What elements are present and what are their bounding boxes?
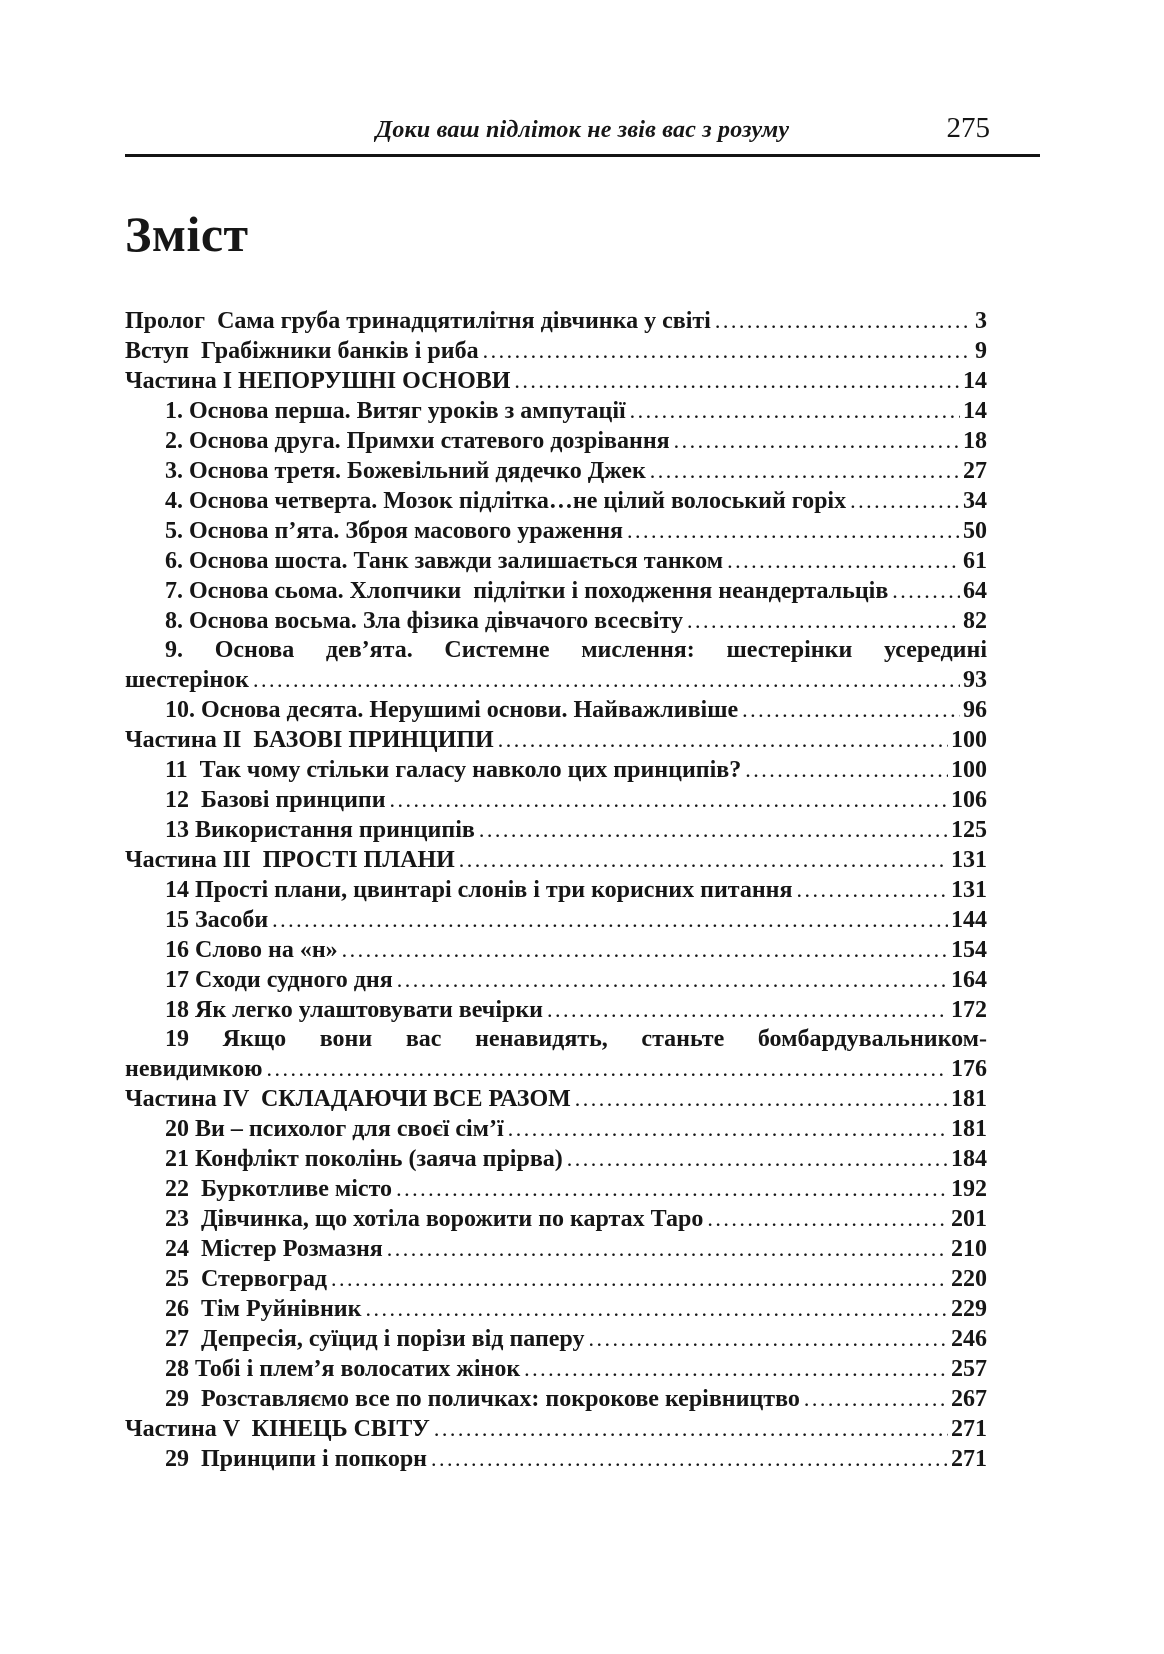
running-header — [125, 112, 1040, 145]
toc-leader-dots — [514, 366, 960, 396]
toc-entry — [125, 695, 987, 725]
toc-leader-dots — [434, 1414, 948, 1444]
toc-entry-page: 144 — [951, 907, 987, 933]
toc-entry-text: Пролог Сама груба тринадцятилітня дівчинка у світі — [125, 308, 711, 334]
toc-entry-page: 164 — [951, 967, 987, 993]
toc-leader-dots — [272, 905, 948, 935]
toc-entry-text: 6. Основа шоста. Танк завжди залишається танком — [165, 548, 724, 574]
toc-entry — [125, 845, 987, 875]
toc-entry-page: 271 — [951, 1446, 987, 1472]
toc-entry-text: Частина І НЕПОРУШНІ ОСНОВИ — [125, 368, 511, 394]
toc-entry — [125, 965, 987, 995]
toc-entry — [125, 815, 987, 845]
toc-list — [125, 306, 987, 1474]
toc-entry-page: 172 — [951, 997, 987, 1023]
toc-entry — [125, 426, 987, 456]
toc-entry-page: 18 — [963, 428, 987, 454]
toc-entry — [125, 1444, 987, 1474]
toc-leader-dots — [707, 1204, 948, 1234]
toc-leader-dots — [674, 426, 960, 456]
toc-leader-dots — [650, 456, 960, 486]
toc-entry-page: 131 — [951, 877, 987, 903]
toc-entry-text: Частина V КІНЕЦЬ СВІТУ — [125, 1416, 430, 1442]
toc-entry-text: 24 Містер Розмазня — [165, 1236, 383, 1262]
toc-entry-page: 271 — [951, 1416, 987, 1442]
toc-entry-page: 34 — [963, 488, 987, 514]
toc-leader-dots — [567, 1144, 948, 1174]
toc-entry — [125, 1264, 987, 1294]
toc-leader-dots — [479, 815, 948, 845]
toc-entry-text: 15 Засоби — [165, 907, 269, 933]
toc-entry — [125, 665, 987, 695]
toc-entry-text: Частина ІІ БАЗОВІ ПРИНЦИПИ — [125, 727, 494, 753]
toc-leader-dots — [727, 546, 960, 576]
toc-entry — [125, 546, 987, 576]
toc-entry-page: 201 — [951, 1206, 987, 1232]
toc-entry — [125, 1414, 987, 1444]
toc-leader-dots — [508, 1114, 948, 1144]
toc-entry-page: 14 — [963, 398, 987, 424]
toc-entry-text: 2. Основа друга. Примхи статевого дозрівання — [165, 428, 670, 454]
toc-entry-text: 21 Конфлікт поколінь (заяча прірва) — [165, 1146, 563, 1172]
toc-entry-page: 100 — [951, 757, 987, 783]
toc-entry-text: 12 Базові принципи — [165, 787, 386, 813]
toc-entry-text: 13 Використання принципів — [165, 817, 475, 843]
toc-entry-page: 50 — [963, 518, 987, 544]
toc-entry — [125, 1144, 987, 1174]
toc-entry-page: 9 — [975, 338, 987, 364]
toc-entry-text: 23 Дівчинка, що хотіла ворожити по картах Таро — [165, 1206, 704, 1232]
header-rule — [125, 154, 1040, 157]
toc-entry-page: 96 — [963, 697, 987, 723]
toc-entry — [125, 606, 987, 636]
toc-entry-text: 7. Основа сьома. Хлопчики підлітки і походження неандертальців — [165, 578, 889, 604]
toc-entry-page: 100 — [951, 727, 987, 753]
toc-leader-dots — [575, 1084, 948, 1114]
toc-entry — [125, 336, 987, 366]
running-title: Доки ваш підліток не звів вас з розуму — [375, 117, 790, 143]
toc-entry — [125, 306, 987, 336]
toc-entry-page: 192 — [951, 1176, 987, 1202]
page-title: Зміст — [125, 206, 249, 262]
toc-entry-text: 29 Розставляємо все по поличках: покрокове керівництво — [165, 1386, 800, 1412]
toc-leader-dots — [387, 1234, 948, 1264]
toc-entry-text: 5. Основа п’ята. Зброя масового ураження — [165, 518, 624, 544]
toc-entry — [125, 1354, 987, 1384]
toc-entry-text: 27 Депресія, суїцид і порізи від паперу — [165, 1326, 585, 1352]
toc-leader-dots — [498, 725, 948, 755]
toc-leader-dots — [547, 995, 948, 1025]
toc-entry-text: 26 Тім Руйнівник — [165, 1296, 362, 1322]
toc-leader-dots — [742, 695, 960, 725]
toc-entry — [125, 1114, 987, 1144]
toc-leader-dots — [431, 1444, 948, 1474]
toc-entry-page: 257 — [951, 1356, 987, 1382]
toc-leader-dots — [630, 396, 960, 426]
toc-entry-page: 181 — [951, 1086, 987, 1112]
toc-leader-dots — [797, 875, 949, 905]
toc-leader-dots — [396, 1174, 948, 1204]
toc-entry-text: 8. Основа восьма. Зла фізика дівчачого всесвіту — [165, 608, 684, 634]
toc-entry-page: 154 — [951, 937, 987, 963]
toc-leader-dots — [253, 665, 960, 695]
toc-leader-dots — [266, 1054, 948, 1084]
toc-entry — [125, 396, 987, 426]
toc-entry-text: 25 Стервоград — [165, 1266, 327, 1292]
toc-leader-dots — [483, 336, 972, 366]
toc-leader-dots — [342, 935, 948, 965]
toc-entry-page: 61 — [963, 548, 987, 574]
toc-entry-text: 17 Сходи судного дня — [165, 967, 393, 993]
toc-entry — [125, 1294, 987, 1324]
toc-entry — [125, 1174, 987, 1204]
toc-entry-page: 220 — [951, 1266, 987, 1292]
toc-entry — [125, 935, 987, 965]
toc-entry-page: 106 — [951, 787, 987, 813]
toc-entry — [125, 576, 987, 606]
toc-entry — [125, 785, 987, 815]
toc-entry-page: 93 — [963, 667, 987, 693]
toc-entry-page: 64 — [963, 578, 987, 604]
toc-entry-text: 4. Основа четверта. Мозок підлітка…не цілий волоський горіх — [165, 488, 847, 514]
toc-entry — [125, 1054, 987, 1084]
toc-entry-page: 176 — [951, 1056, 987, 1082]
toc-entry-page: 125 — [951, 817, 987, 843]
toc-entry-page: 131 — [951, 847, 987, 873]
toc-entry — [125, 486, 987, 516]
toc-leader-dots — [459, 845, 948, 875]
toc-leader-dots — [365, 1294, 948, 1324]
toc-entry-text: 1. Основа перша. Витяг уроків з ампутації — [165, 398, 626, 424]
toc-leader-dots — [892, 576, 960, 606]
toc-leader-dots — [745, 755, 948, 785]
toc-entry — [125, 366, 987, 396]
toc-leader-dots — [850, 486, 960, 516]
toc-entry — [125, 1084, 987, 1114]
toc-entry-text: шестерінок — [125, 667, 249, 693]
toc-entry — [125, 1234, 987, 1264]
page-number: 275 — [946, 112, 990, 144]
toc-entry — [125, 1384, 987, 1414]
toc-entry-page: 210 — [951, 1236, 987, 1262]
toc-entry-text: 16 Слово на «н» — [165, 937, 338, 963]
toc-leader-dots — [390, 785, 948, 815]
toc-leader-dots — [397, 965, 948, 995]
toc-entry — [125, 875, 987, 905]
toc-entry-page: 14 — [963, 368, 987, 394]
toc-entry-text: Частина ІІІ ПРОСТІ ПЛАНИ — [125, 847, 455, 873]
toc-entry-text: 9. Основа дев’ята. Системне мислення: шестерінки усередині — [165, 637, 987, 663]
toc-entry-text: 19 Якщо вони вас ненавидять, станьте бомбардувальником- — [165, 1026, 987, 1052]
toc-entry — [125, 1324, 987, 1354]
toc-entry-page: 267 — [951, 1386, 987, 1412]
toc-entry-text: 29 Принципи і попкорн — [165, 1446, 427, 1472]
toc-entry-page: 181 — [951, 1116, 987, 1142]
toc-entry-page: 82 — [963, 608, 987, 634]
toc-entry — [125, 905, 987, 935]
toc-entry-page: 246 — [951, 1326, 987, 1352]
toc-entry — [125, 995, 987, 1025]
toc-entry-text: невидимкою — [125, 1056, 263, 1082]
toc-entry — [125, 456, 987, 486]
toc-entry-page: 184 — [951, 1146, 987, 1172]
toc-entry-text: 10. Основа десята. Нерушимі основи. Найважливіше — [165, 697, 739, 723]
toc-entry-text: 11 Так чому стільки галасу навколо цих принципів? — [165, 757, 742, 783]
toc-leader-dots — [627, 516, 960, 546]
toc-entry-text: 22 Буркотливе місто — [165, 1176, 393, 1202]
toc-entry-page: 229 — [951, 1296, 987, 1322]
toc-entry — [125, 725, 987, 755]
toc-leader-dots — [331, 1264, 948, 1294]
toc-entry — [125, 1204, 987, 1234]
toc-leader-dots — [715, 306, 972, 336]
toc-entry-text: Частина IV СКЛАДАЮЧИ ВСЕ РАЗОМ — [125, 1086, 571, 1112]
toc-entry-text: 14 Прості плани, цвинтарі слонів і три корисних питання — [165, 877, 793, 903]
toc-entry-text: 28 Тобі і плем’я волосатих жінок — [165, 1356, 521, 1382]
toc-entry — [125, 636, 987, 665]
toc-entry — [125, 1025, 987, 1054]
toc-entry-text: 18 Як легко улаштовувати вечірки — [165, 997, 544, 1023]
toc-entry-text: 3. Основа третя. Божевільний дядечко Джек — [165, 458, 646, 484]
toc-leader-dots — [804, 1384, 948, 1414]
toc-entry — [125, 755, 987, 785]
toc-leader-dots — [524, 1354, 948, 1384]
toc-entry — [125, 516, 987, 546]
toc-entry-page: 27 — [963, 458, 987, 484]
toc-entry-text: Вступ Грабіжники банків і риба — [125, 338, 479, 364]
toc-entry-text: 20 Ви – психолог для своєї сім’ї — [165, 1116, 504, 1142]
toc-leader-dots — [687, 606, 960, 636]
toc-leader-dots — [588, 1324, 948, 1354]
toc-entry-page: 3 — [975, 308, 987, 334]
